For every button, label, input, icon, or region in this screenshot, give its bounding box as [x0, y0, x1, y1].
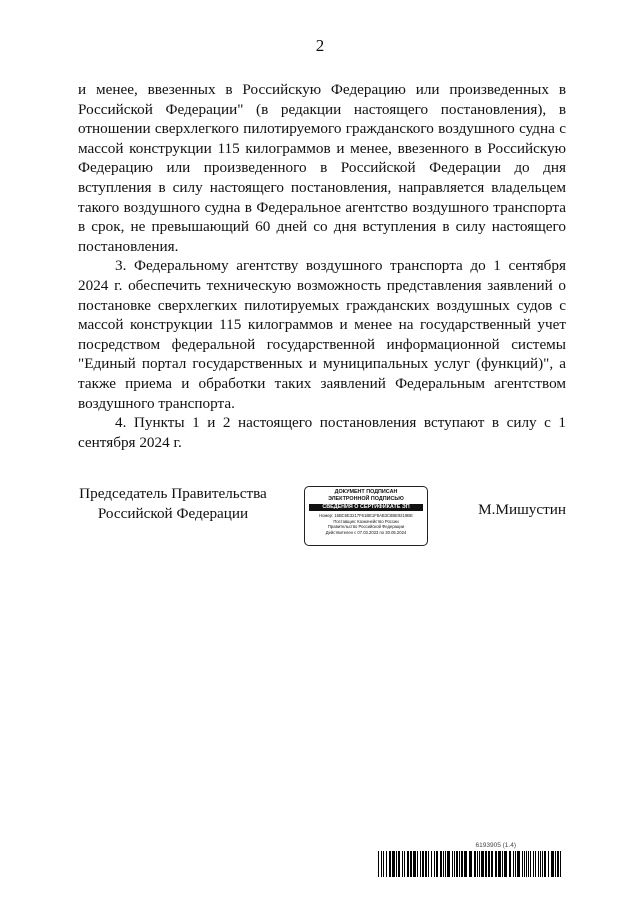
barcode-bar: [454, 851, 455, 877]
barcode-bar: [445, 851, 446, 877]
barcode-bar: [404, 851, 405, 877]
paragraph-item-4: 4. Пункты 1 и 2 настоящего постановления вступают в силу с 1 сентября 2024 г.: [78, 414, 566, 451]
barcode-bar: [422, 851, 424, 877]
document-body: [78, 80, 566, 452]
barcode-bar: [530, 851, 531, 877]
barcode-bar: [504, 851, 507, 877]
barcode-bar: [469, 851, 472, 877]
paragraph-item-3: 3. Федеральному агентству воздушного транспорта до 1 сентября 2024 г. обеспечить техническую возможность представления заявлений о постановке сверхлегких пилотируемых гражданских воздушных судов с массой конструкции 115 килограммов и менее на государственный учет посредством федеральной государственной информационной системы "Единый портал государственных и муниципальных услуг (функций)", а также приема и обработки таких заявлений Федеральным агентством воздушного транспорта.: [78, 257, 566, 412]
barcode-bar: [464, 851, 467, 877]
barcode-bar: [513, 851, 514, 877]
barcode-bar: [495, 851, 497, 877]
barcode-bar: [479, 851, 480, 877]
stamp-owner: Правительство Российской Федерации: [327, 524, 405, 530]
barcode-bar: [498, 851, 501, 877]
barcode-bar: [389, 851, 391, 877]
barcode-bar: [555, 851, 556, 877]
barcode-bar: [542, 851, 543, 877]
barcode-bar: [417, 851, 418, 877]
signer-title-line-2: Российской Федерации: [97, 504, 249, 522]
barcode-bar: [544, 851, 546, 877]
barcode-bar: [515, 851, 516, 877]
barcode-bar: [502, 851, 503, 877]
stamp-certificate-bar: СВЕДЕНИЯ О СЕРТИФИКАТЕ ЭП: [309, 504, 423, 511]
barcode-bar: [535, 851, 536, 877]
barcode-bar: [443, 851, 444, 877]
barcode-bar: [509, 851, 511, 877]
stamp-serial: Номер: 15ВС6Е3217F61ВЕ1F8АВ3С8ВЕ9219ВЕ: [319, 513, 413, 518]
document-code: 6193905 (1.4): [475, 842, 516, 849]
page-number: 2: [315, 36, 325, 55]
barcode-bar: [474, 851, 476, 877]
stamp-heading-line-2: ЭЛЕКТРОННОЙ ПОДПИСЬЮ: [328, 496, 404, 502]
barcode-bar: [522, 851, 523, 877]
barcode-bar: [431, 851, 432, 877]
barcode-bar: [413, 851, 416, 877]
stamp-issuer: Поставщик: Казначейство России: [333, 518, 399, 524]
barcode-bar: [481, 851, 484, 877]
barcode-bar: [551, 851, 554, 877]
barcode-bar: [491, 851, 493, 877]
barcode-bar: [459, 851, 460, 877]
barcode-bar: [428, 851, 429, 877]
barcode-bar: [485, 851, 487, 877]
signer-title: [78, 484, 268, 523]
signer-name: М.Мишустин: [478, 501, 566, 518]
barcode-bar: [447, 851, 450, 877]
barcode-bar: [557, 851, 559, 877]
barcode-bar: [402, 851, 403, 877]
barcode-bar: [420, 851, 421, 877]
barcode-bar: [452, 851, 453, 877]
signer-title-line-1: Председатель Правительства: [79, 485, 267, 502]
barcode-bar: [392, 851, 395, 877]
barcode-bar: [396, 851, 397, 877]
barcode-bar: [436, 851, 438, 877]
stamp-heading-line-1: ДОКУМЕНТ ПОДПИСАН: [334, 489, 398, 495]
barcode-bar: [517, 851, 520, 877]
electronic-signature-stamp: [304, 486, 428, 546]
barcode-bar: [477, 851, 478, 877]
barcode-bar: [461, 851, 463, 877]
barcode-bar: [560, 851, 561, 877]
barcode-bar: [410, 851, 412, 877]
barcode-bar: [407, 851, 409, 877]
paragraph-continuation: и менее, ввезенных в Российскую Федерацию или произведенных в Российской Федерации" (в редакции настоящего постановления), в отношении сверхлегкого пилотируемого гражданского воздушного судна с массой конструкции 115 килограммов и менее, ввезенного в Российскую Федерацию или произведенного в Российской Федерации до дня вступления в силу настоящего постановления, направляется владельцем такого воздушного судна в Федеральное агентство воздушного транспорта в срок, не превышающий 60 дней со дня вступления в силу настоящего постановления.: [78, 81, 566, 255]
barcode-bar: [381, 851, 382, 877]
barcode-bar: [398, 851, 400, 877]
barcode-bar: [378, 851, 379, 877]
barcode-bar: [533, 851, 534, 877]
barcode-bar: [528, 851, 529, 877]
barcode-bar: [425, 851, 427, 877]
stamp-validity: Действителен с 07.03.2023 по 30.05.2024: [325, 529, 407, 535]
barcode-bar: [526, 851, 527, 877]
barcode-bar: [434, 851, 435, 877]
barcode-bar: [383, 851, 384, 877]
barcode-bar: [456, 851, 458, 877]
barcode-bar: [386, 851, 387, 877]
barcode-bar: [540, 851, 541, 877]
barcode-bar: [538, 851, 539, 877]
barcode-bar: [524, 851, 525, 877]
barcode: [378, 851, 564, 877]
barcode-bar: [548, 851, 549, 877]
barcode-bar: [488, 851, 490, 877]
barcode-bar: [440, 851, 442, 877]
